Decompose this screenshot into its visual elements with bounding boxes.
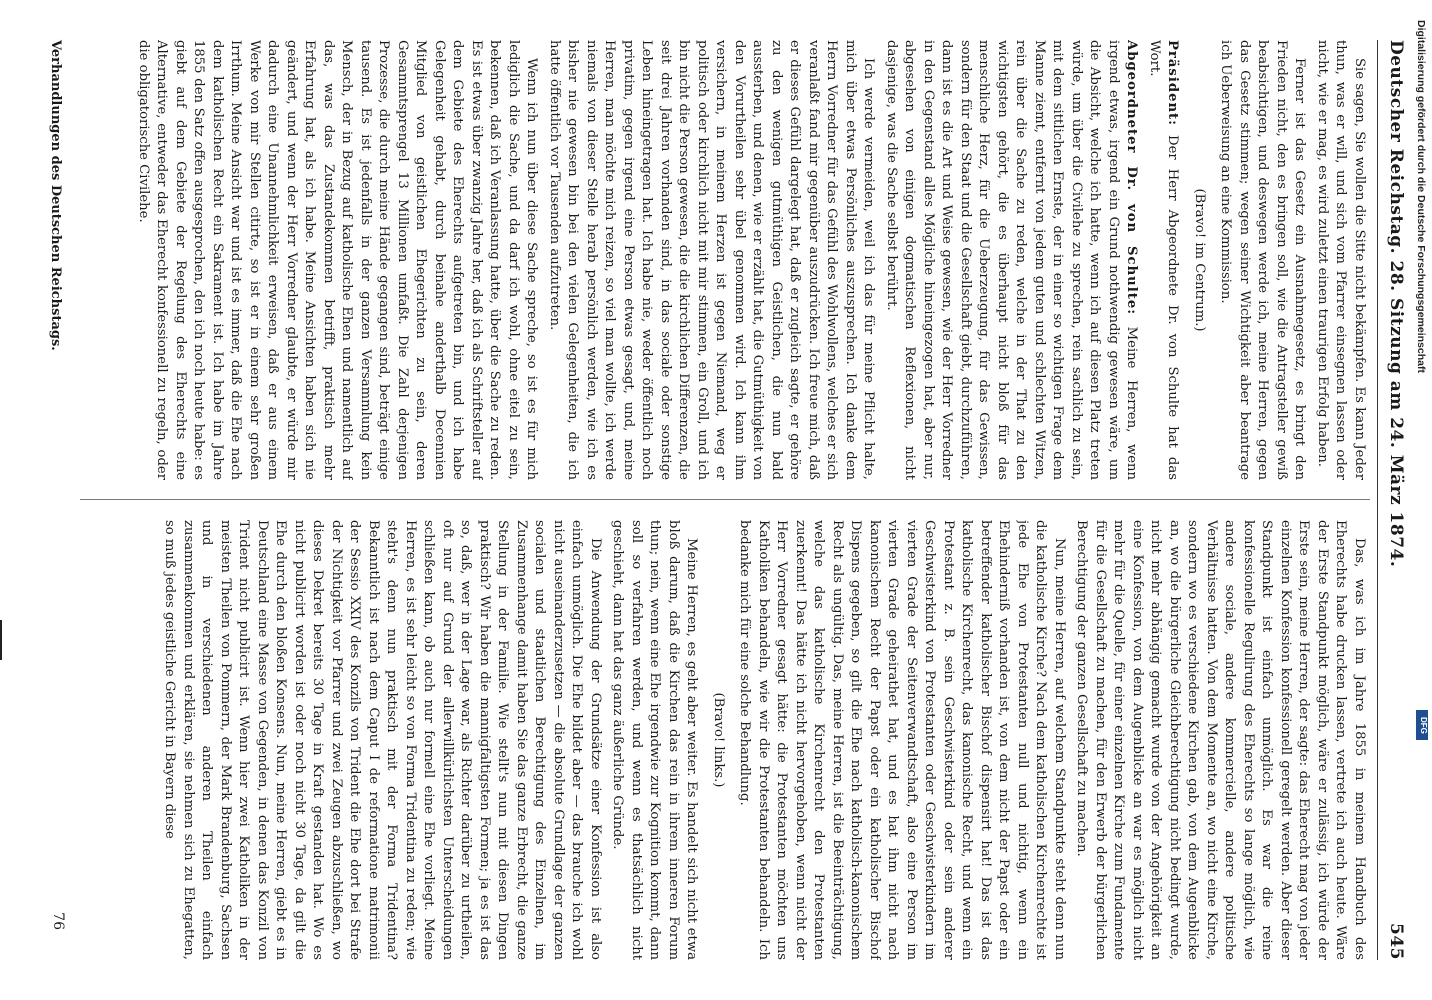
paragraph bbox=[134, 40, 541, 480]
paragraph bbox=[1313, 40, 1369, 480]
scan-mark bbox=[0, 620, 10, 660]
text-column-right bbox=[78, 520, 1368, 960]
paragraph bbox=[608, 520, 701, 960]
reaction-note bbox=[1190, 40, 1209, 480]
dfg-logo: DFG bbox=[1416, 710, 1428, 740]
paragraph-text: Wenn ich nun über diese Sache spreche, so ist es für mich lediglich die Sache, und da darf ich wohl, ohne eitel zu sein, bekennen, daß ich Veranlassung hatte, über die Sache zu reden. Es ist etwas über zwanzig Jahre her, daß ich als Schriftsteller auf dem Gebiete des Eherechts aufgetreten bin, und ich habe Gelegenheit gehabt, durch beinahe anderthalb Decennien Mitglied von geistlichen Ehegerichten zu sein, deren Gesammtsprengel 13 Millionen umfaßt. Die Zahl derjenigen Prozesse, die durch meine Hände gegangen sind, beträgt einige tausend. Es ist jedenfalls in der ganzen Versammlung kein Mensch, der in Bezug auf katholische Ehen und namentlich auf das, was das Zustandekommen betrifft, praktisch mehr Erfahrung hat, als ich habe. Meine Ansichten haben sich nie geändert, und wenn der Herr Vorredner glaubte, er würde mir dadurch eine Unannehmlichkeit erweisen, daß er aus einem Werke von mir Stellen citirte, so ist er in einem sehr großen Irrthum. Meine Ansicht war und ist es immer, daß die Ehe nach dem katholischen Recht ein Sakrament ist. Ich habe im Jahre 1855 den Satz offen ausgesprochen, den ich noch heute habe: es giebt auf dem Gebiete der Regelung des Eherechts eine Alternative, entweder das Eherecht konfessionell zu regeln, oder die obligatorische Civilehe. bbox=[136, 40, 540, 480]
header-rule bbox=[1377, 40, 1378, 960]
paragraph-text: Die Anwendung der Grundsätze einer Konfession ist also einfach unmöglich. Die Ehe bildet aber — das brauche ich wohl nicht auseinanderzusetzen — die absolute Grundlage der ganzen socialen und staatlichen Berechtigung des Einzelnen, im Zusammenhange damit haben Sie das ganze Erbrecht, die ganze Stellung in der Familie. Wie stellt's nun mit diesen Dingen praktisch? Wir haben die mannigfaltigsten Formen; ja es ist das so, daß, wer in der Lage war, als Richter darüber zu urtheilen, oft nur auf Grund der allerwillkürlichsten Unterscheidungen schließen kann, ob auch nur formell eine Ehe vorliegt. Meine Herren, es ist sehr leicht so von Forma Tridentina zu reden; wie steht's denn nun praktisch mit der Forma Tridentina? Bekanntlich ist nach dem Caput I de reformatione matrimonii der Sessio XXIV des Konzils von Trident die Ehe dort bei Strafe der Nichtigkeit vor Pfarrer und zwei Zeugen abzuschließen, wo dieses Dekret bereits 30 Tage in Kraft gestanden hat. Wo es nicht publicirt worden ist oder noch nicht 30 Tage, da gilt die Ehe durch den bloßen Konsens. Nun, meine Herren, giebt es in Deutschland eine Masse von Gegenden, in denen das Konzil von Trident nicht publicirt ist. Wenn hier zwei Katholiken in der meisten Theilen von Pommern, der Mark Brandenburg, Sachsen und in verschiedenen anderen Theilen einfach zusammenkommen und erklären, sie nehmen sich zu Ehegatten, so muß jedes geistliche Gericht in Bayern diese bbox=[162, 520, 603, 960]
digitization-credit bbox=[1415, 20, 1429, 980]
speaker-name: Präsident: bbox=[1165, 40, 1181, 127]
paragraph-text: Meine Herren, es geht aber weiter. Es handelt sich nicht etwa bloß darum, daß die Kirchen das rein in ihrem inneren Forum thun; nein, wenn eine Ehe irgendwie zur Kognition kommt, dann soll so verfahren werden, und wenn es thatsächlich nicht geschieht, dann hat das ganz äußerliche Gründe. bbox=[610, 520, 700, 960]
paragraph bbox=[1072, 520, 1368, 960]
sheet-signature: 76 bbox=[50, 912, 66, 930]
paragraph bbox=[1216, 40, 1309, 480]
page-footer: Verhandlungen des Deutschen Reichstags. bbox=[48, 40, 63, 351]
paragraph bbox=[882, 40, 1141, 480]
reaction-note bbox=[709, 520, 728, 960]
paragraph-text: Das, was ich im Jahre 1855 in meinem Handbuch des Eherechts habe drucken lassen, vertrete ich auch heute. Wäre der Erste Standpunkt möglich, wäre er zulässig, ich würde der Erste sein, meine Herren, der sagte: das Eherecht mag von jeder einzelnen Konfession konfessionell geregelt werden. Aber dieser Standpunkt ist einfach unmöglich. Es war die reine konfessionelle Regulirung des Eherechts so lange möglich, wie andere sociale, andere kommercielle, andere politische Verhältnisse hatten. Von dem Momente an, wo nicht eine Kirche, sondern wo es verschiedene Kirchen gab, von dem Augenblicke an, wo die bürgerliche Gleichberechtigung nicht bedingt wurde, nicht mehr abhängig gemacht wurde von der Angehörigkeit an eine Konfession, von dem Augenblicke an war es möglich nicht mehr für die Quelle, für einer einzelnen Kirche zum Fundamente für die Gesellschaft zu machen, für den Erwerb der bürgerlichen Berechtigung der ganzen Gesellschaft zu machen. bbox=[1074, 520, 1367, 960]
column-divider bbox=[80, 499, 1370, 500]
digitization-credit-text: Digitalisierung gefördert durch die Deutsche Forschungsgemeinschaft bbox=[1415, 20, 1427, 373]
paragraph-text: (Bravo! im Centrum.) bbox=[1192, 188, 1207, 332]
paragraph-text: Nun, meine Herren, auf welchem Standpunkte steht denn nun die katholische Kirche? Nach dem katholischen Kirchenrechte ist jede Ehe von Protestanten null und nichtig, wenn ein Ehehinderniß vorhanden ist, von dem nicht der Papst oder ein betreffender katholischer Bischof dispensirt hat! Das ist das katholische Kirchenrecht, das kanonische Recht, und wenn ein Protestant z. B. sein Geschwisterkind oder sein anderer Geschwisterkind von Protestanten oder Geschwisterkindern im vierten Grade der Seitenverwandtschaft, also eine Person im vierten Grade geheirathet hat, und es hat ihm nicht nach kanonischem Recht der Papst oder ein katholischer Bischof Dispens gegeben, so gilt die Ehe nach katholisch-kanonischem Recht als ungültig. Das, meine Herren, ist die Beeinträchtigung, welche das katholische Kirchenrecht den Protestanten zuerkennt! Das hätte ich nicht hervorgehoben, wenn nicht der Herr Vorredner gesagt hätte: die Protestanten möchten uns Katholiken behandeln, wie wir die Protestanten behandeln. Ich bedanke mich für eine solche Behandlung. bbox=[737, 520, 1067, 960]
header-page-number: 545 bbox=[1386, 923, 1406, 960]
speaker-name: Abgeordneter Dr. von Schulte: bbox=[1124, 40, 1140, 316]
paragraph bbox=[735, 520, 1068, 960]
page-header bbox=[1376, 40, 1406, 960]
rotated-page bbox=[20, 0, 1420, 1000]
paragraph bbox=[545, 40, 878, 480]
paragraph-text: Sie sagen, Sie wollen die Sitte nicht bekämpfen. Es kann Jeder thun, was er will, und sich vom Pfarrer einsegnen lassen oder nicht, wie er mag, es wird zuletzt einen traurigen Erfolg haben. bbox=[1315, 40, 1367, 480]
text-column-left bbox=[78, 40, 1368, 480]
paragraph-text: Ich werde vermeiden, weil ich das für meine Pflicht halte, mich über etwas Persönliches auszusprechen. Ich danke dem Herrn Vorredner für das Gefühl des Wohlwollens, welches er sich veranlaßt fand mir gegenüber auszudrücken. Ich freue mich, daß er dieses Gefühl dargelegt hat, daß er zugleich sagte, er gehöre zu den wenigen gutmüthigen Geistlichen, die nun bald aussterben, und denen, wie er erzählt hat, die Gutmüthigkeit von den Vorurtheilen sehr übel genommen wird. Ich kann ihm versichern, in meinem Herzen ist gegen Niemand, weg er politisch oder kirchlich nicht mit mir stimmen, ein Groll, und ich bin nicht die Person gewesen, die die kirchlichen Differenzen, die seit drei Jahren vorhanden sind, in das sociale oder sonstige Leben hineingetragen hat. Ich habe nie, weder öffentlich noch privatim, gegen irgend eine Person etwas gesagt, und, meine Herren, man möchte mich reizen, so viel man wollte, ich werde niemals von dieser Stelle herab persönlich werden, wie ich es bisher nie gewesen bin bei den vielen Gelegenheiten, die ich hatte öffentlich vor Tausenden aufzutreten. bbox=[547, 40, 877, 480]
header-title: Deutscher Reichstag. 28. Sitzung am 24. März 1874. bbox=[1386, 40, 1406, 568]
paragraph-text: Meine Herren, wenn irgend etwas, irgend ein Grund nothwendig gewesen wäre, um die Absicht, welche ich hatte, wenn ich auf diesen Platz treten würde, um über die Civilehe zu sprechen, rein sachlich zu sein, mit dem sittlichen Ernste, der in einer so wichtigen Frage dem Manne ziemt, entfernt von jedem guten und schlechten Witzen, rein über die Sache zu reden, welche in der That zu den wichtigsten gehört, die es überhaupt nicht bloß für das menschliche Herz, für die Ueberzeugung, für das Gewissen, sondern für den Staat und die Gesellschaft giebt, durchzuführen, dann ist es die Art und Weise gewesen, wie der Herr Vorredner in den Gegenstand alles Mögliche hineingezogen hat, aber nur, abgesehen von einigen dogmatischen Reflexionen, nicht dasjenige, was die Sache selbst berührt. bbox=[884, 40, 1140, 480]
paragraph-text: Der Herr Abgeordnete Dr. von Schulte hat das Wort. bbox=[1147, 40, 1181, 480]
paragraph bbox=[160, 520, 604, 960]
paragraph bbox=[1145, 40, 1182, 480]
paragraph-text: Ferner ist das Gesetz ein Ausnahmegesetz, es bringt den Frieden nicht, den es bringen soll, wie die Antragsteller gewiß beabsichtigen, und deswegen werde ich, meine Herren, gegen das Gesetz stimmen; wegen seiner Wichtigkeit aber beantrage ich Ueberweisung an eine Kommission. bbox=[1218, 40, 1308, 480]
paragraph-text: (Bravo! links.) bbox=[711, 692, 726, 788]
